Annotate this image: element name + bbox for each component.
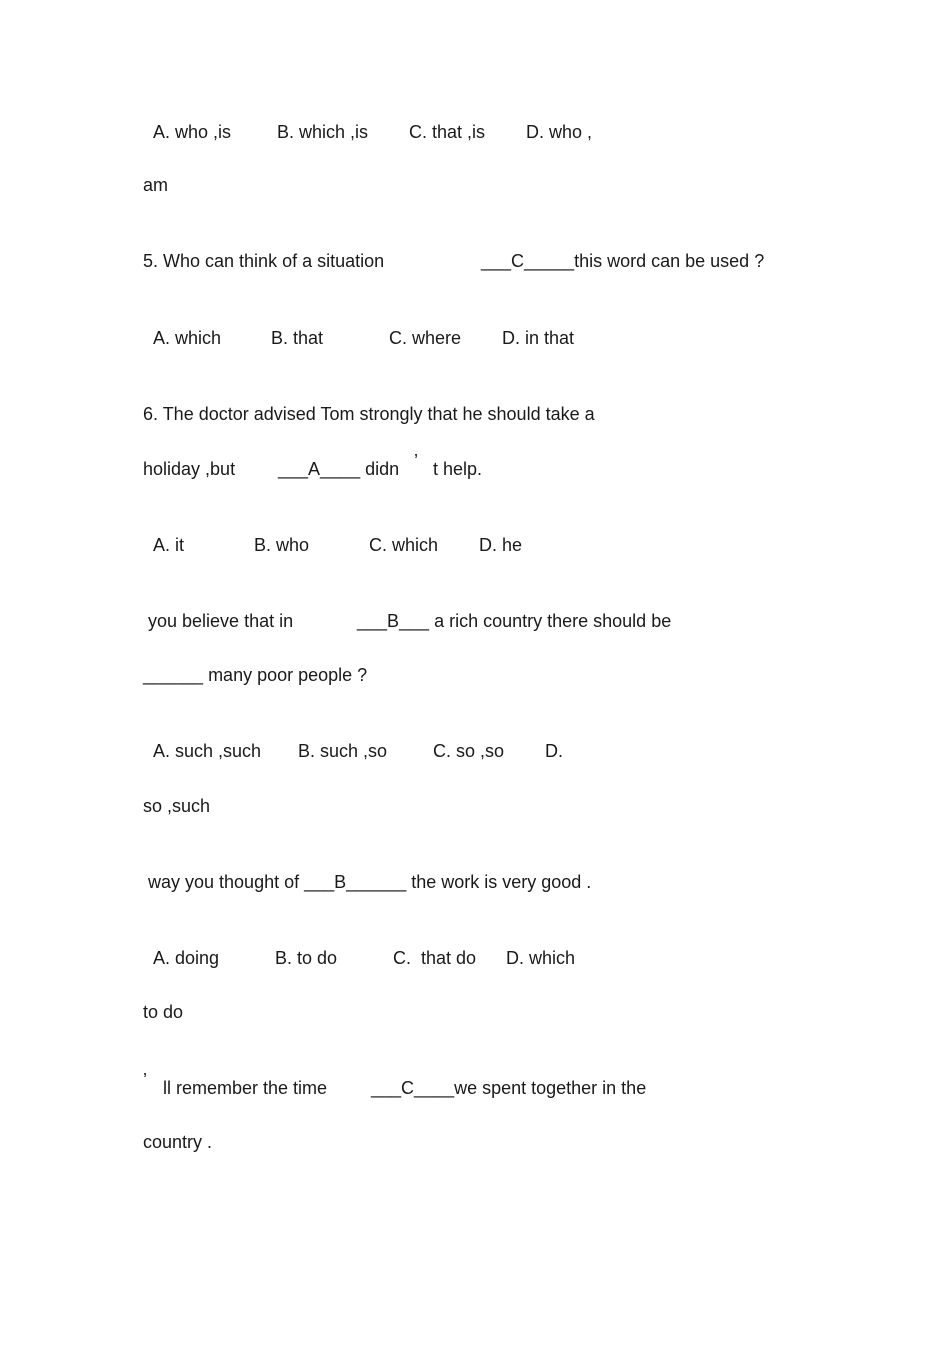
question-5-text: 5. Who can think of a situation: [143, 251, 385, 271]
question-8-text: way you thought of ___B______ the work is very good .: [148, 872, 592, 892]
question-7-answer: ___B___ a rich country there should be: [357, 611, 672, 631]
question-6-text: 6. The doctor advised Tom strongly that he should take a: [143, 404, 595, 424]
option-b: B. which ,is: [277, 122, 369, 142]
option-d: D. he: [479, 535, 523, 555]
option-b: B. such ,so: [298, 741, 388, 761]
option-b: B. to do: [275, 948, 338, 968]
apostrophe-mark: ’: [414, 451, 418, 471]
option-a: A. doing: [153, 948, 220, 968]
question-6-answer: ___A____ didn: [278, 459, 400, 479]
option-a: A. it: [153, 535, 185, 555]
question-6-tail: t help.: [433, 459, 483, 479]
option-a: A. such ,such: [153, 741, 262, 761]
question-6-continued: holiday ,but: [143, 459, 236, 479]
option-c: C. so ,so: [433, 741, 505, 761]
apostrophe-mark: ’: [143, 1070, 147, 1090]
option-d: D.: [545, 741, 563, 761]
question-7-text: you believe that in: [148, 611, 294, 631]
option-c: C. that ,is: [409, 122, 486, 142]
question-5-answer: ___C_____this word can be used ?: [481, 251, 765, 271]
option-d: D. which: [506, 948, 576, 968]
question-9-answer: ___C____we spent together in the: [371, 1078, 647, 1098]
option-c: C. which: [369, 535, 439, 555]
option-b: B. who: [254, 535, 310, 555]
option-d: D. who ,: [526, 122, 593, 142]
option-a: A. who ,is: [153, 122, 232, 142]
option-d-continued: so ,such: [143, 796, 211, 816]
option-c: C. that do: [393, 948, 477, 968]
question-9-continued: country .: [143, 1132, 213, 1152]
option-d-continued: am: [143, 175, 169, 195]
question-9-text: ll remember the time: [163, 1078, 328, 1098]
question-7-continued: ______ many poor people ?: [143, 665, 368, 685]
option-b: B. that: [271, 328, 324, 348]
option-a: A. which: [153, 328, 222, 348]
option-d: D. in that: [502, 328, 575, 348]
option-c: C. where: [389, 328, 462, 348]
option-d-continued: to do: [143, 1002, 184, 1022]
